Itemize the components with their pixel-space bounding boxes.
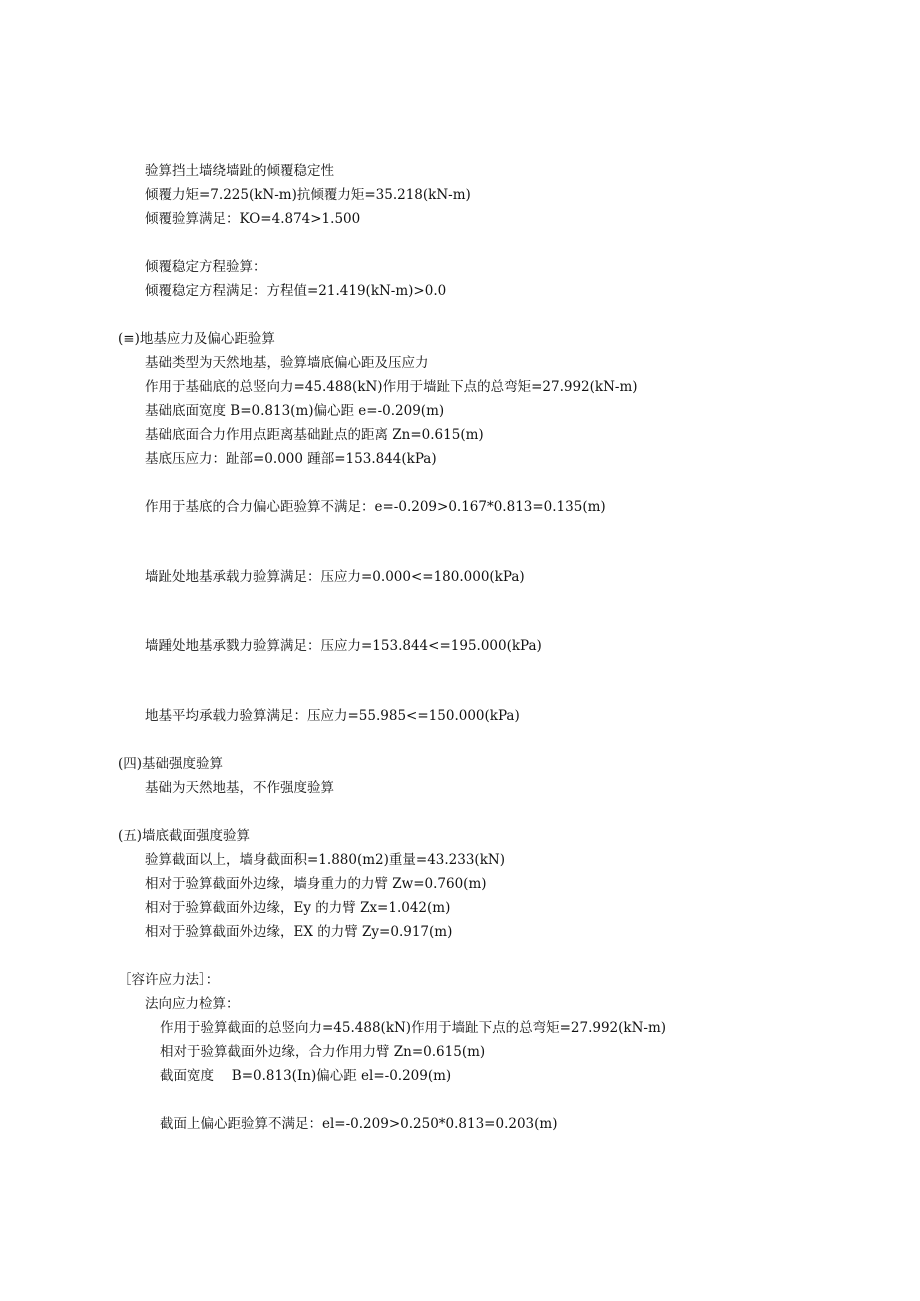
section5-line: 相对于验算截面外边缘，Ey 的力臂 Zx=1.042(m): [145, 900, 451, 916]
section3-heading: (≡)地基应力及偏心距验算: [118, 331, 275, 347]
allowable-line: 截面宽度 B=0.813(In)偏心距 el=-0.209(m): [160, 1068, 452, 1084]
section-eccentricity-check: 截面上偏心距验算不满足：el=-0.209>0.250*0.813=0.203(m): [160, 1116, 558, 1132]
normal-stress-subheading: 法向应力检算：: [145, 996, 240, 1012]
section3-line: 基础底面宽度 B=0.813(m)偏心距 e=-0.209(m): [145, 403, 445, 419]
allowable-line: 作用于验算截面的总竖向力=45.488(kN)作用于墙趾下点的总弯矩=27.992(kN-m): [160, 1020, 667, 1036]
section4-heading: (四)基础强度验算: [118, 756, 224, 772]
section3-line: 基础底面合力作用点距离基础趾点的距离 Zn=0.615(m): [145, 427, 484, 443]
overturning-equation-check: 倾覆稳定方程满足：方程值=21.419(kN-m)>0.0: [145, 283, 447, 299]
section5-line: 相对于验算截面外边缘，EX 的力臂 Zy=0.917(m): [145, 924, 453, 940]
section4-line: 基础为天然地基，不作强度验算: [145, 780, 334, 796]
average-bearing-check: 地基平均承载力验算满足：压应力=55.985<=150.000(kPa): [145, 708, 520, 724]
toe-bearing-check: 墙趾处地基承载力验算满足：压应力=0.000<=180.000(kPa): [145, 569, 525, 585]
allowable-line: 相对于验算截面外边缘，合力作用力臂 Zn=0.615(m): [160, 1044, 486, 1060]
section5-heading: (五)墙底截面强度验算: [118, 828, 251, 844]
overturning-check: 倾覆验算满足：KO=4.874>1.500: [145, 211, 361, 227]
section5-line: 验算截面以上，墙身截面积=1.880(m2)重量=43.233(kN): [145, 852, 505, 868]
heel-bearing-check: 墙踵处地基承戮力验算满足：压应力=153.844<=195.000(kPa): [145, 638, 542, 654]
overturning-title: 验算挡土墙绕墙趾的倾覆稳定性: [145, 163, 334, 179]
section5-line: 相对于验算截面外边缘，墙身重力的力臂 Zw=0.760(m): [145, 876, 487, 892]
section3-line: 基础类型为天然地基，验算墙底偏心距及压应力: [145, 355, 429, 371]
eccentricity-check: 作用于基底的合力偏心距验算不满足：e=-0.209>0.167*0.813=0.135(m): [145, 499, 606, 515]
overturning-equation-title: 倾覆稳定方程验算：: [145, 259, 267, 275]
section3-line: 作用于基础底的总竖向力=45.488(kN)作用于墙趾下点的总弯矩=27.992(kN-m): [145, 379, 638, 395]
allowable-stress-heading: ［容许应力法］：: [118, 972, 220, 988]
overturning-moments: 倾覆力矩=7.225(kN-m)抗倾覆力矩=35.218(kN-m): [145, 187, 471, 203]
section3-line: 基底压应力：趾部=0.000 踵部=153.844(kPa): [145, 451, 437, 467]
